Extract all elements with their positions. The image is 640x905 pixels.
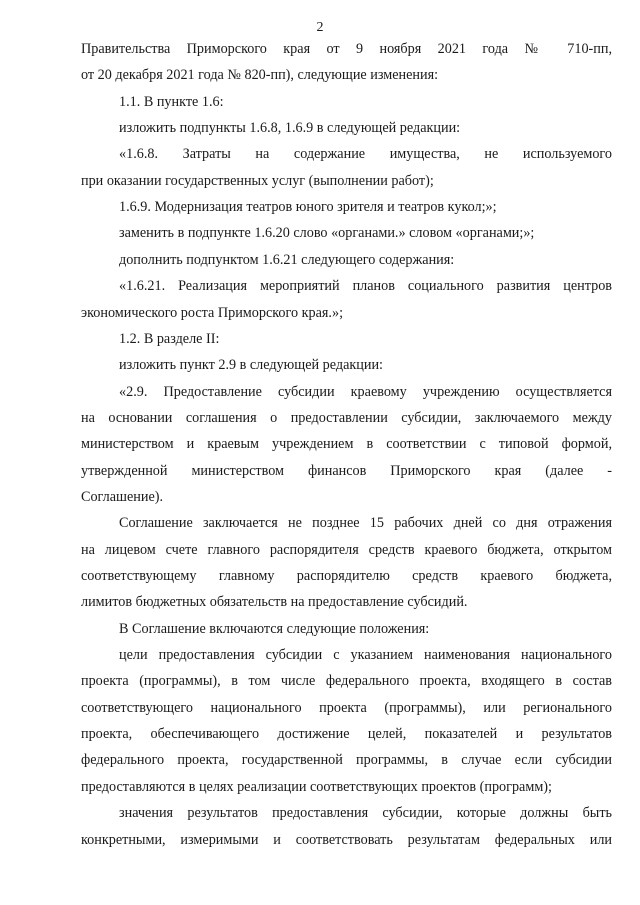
text-line: изложить пункт 2.9 в следующей редакции: [119,357,383,374]
text-line: конкретными, измеримыми и соответствовать результатам федеральных или [81,831,612,848]
text-line: соответствующего национального проекта (программы), или регионального [81,699,612,716]
text-line: предоставляются в целях реализации соответствующих проектов (программ); [81,778,552,795]
page-number: 2 [316,20,324,35]
text-line: от 20 декабря 2021 года № 820-пп), следующие изменения: [81,67,439,84]
text-line: изложить подпункты 1.6.8, 1.6.9 в следующей редакции: [119,120,461,137]
text-line: Соглашение). [81,488,164,505]
text-line: при оказании государственных услуг (выполнении работ); [81,172,434,189]
text-line: на лицевом счете главного распорядителя средств краевого бюджета, открытом [81,541,612,558]
text-line: 1.2. В разделе II: [119,330,220,347]
text-line: цели предоставления субсидии с указанием наименования национального [119,647,612,664]
text-line: проекта, обеспечивающего достижение целей, показателей и результатов [81,726,612,743]
text-line: утвержденной министерством финансов Приморского края (далее - [81,462,612,479]
text-line: федерального проекта, государственной программы, в случае если субсидии [81,752,612,769]
text-line: заменить в подпункте 1.6.20 слово «органами.» словом «органами;»; [119,225,535,242]
text-line: 1.6.9. Модернизация театров юного зрителя и театров кукол;»; [119,199,497,216]
text-line: министерством и краевым учреждением в соответствии с типовой формой, [81,436,612,453]
text-line: дополнить подпунктом 1.6.21 следующего содержания: [119,251,455,268]
text-line: Соглашение заключается не позднее 15 рабочих дней со дня отражения [119,515,612,532]
text-line: В Соглашение включаются следующие положения: [119,620,430,637]
text-line: «2.9. Предоставление субсидии краевому учреждению осуществляется [119,383,612,400]
text-line: значения результатов предоставления субсидии, которые должны быть [119,805,612,822]
text-line: экономического роста Приморского края.»; [81,304,344,321]
text-line: на основании соглашения о предоставлении субсидии, заключаемого между [81,409,612,426]
text-line: Правительства Приморского края от 9 ноября 2021 года № 710-пп, [81,41,612,57]
text-line: лимитов бюджетных обязательств на предоставление субсидий. [81,594,468,611]
text-line: «1.6.8. Затраты на содержание имущества, не используемого [119,146,612,163]
text-line: проекта (программы), в том числе федерального проекта, входящего в состав [81,673,612,690]
text-line: соответствующему главному распорядителю средств краевого бюджета, [81,568,612,584]
text-line: «1.6.21. Реализация мероприятий планов социального развития центров [119,278,612,295]
text-line: 1.1. В пункте 1.6: [119,93,224,110]
